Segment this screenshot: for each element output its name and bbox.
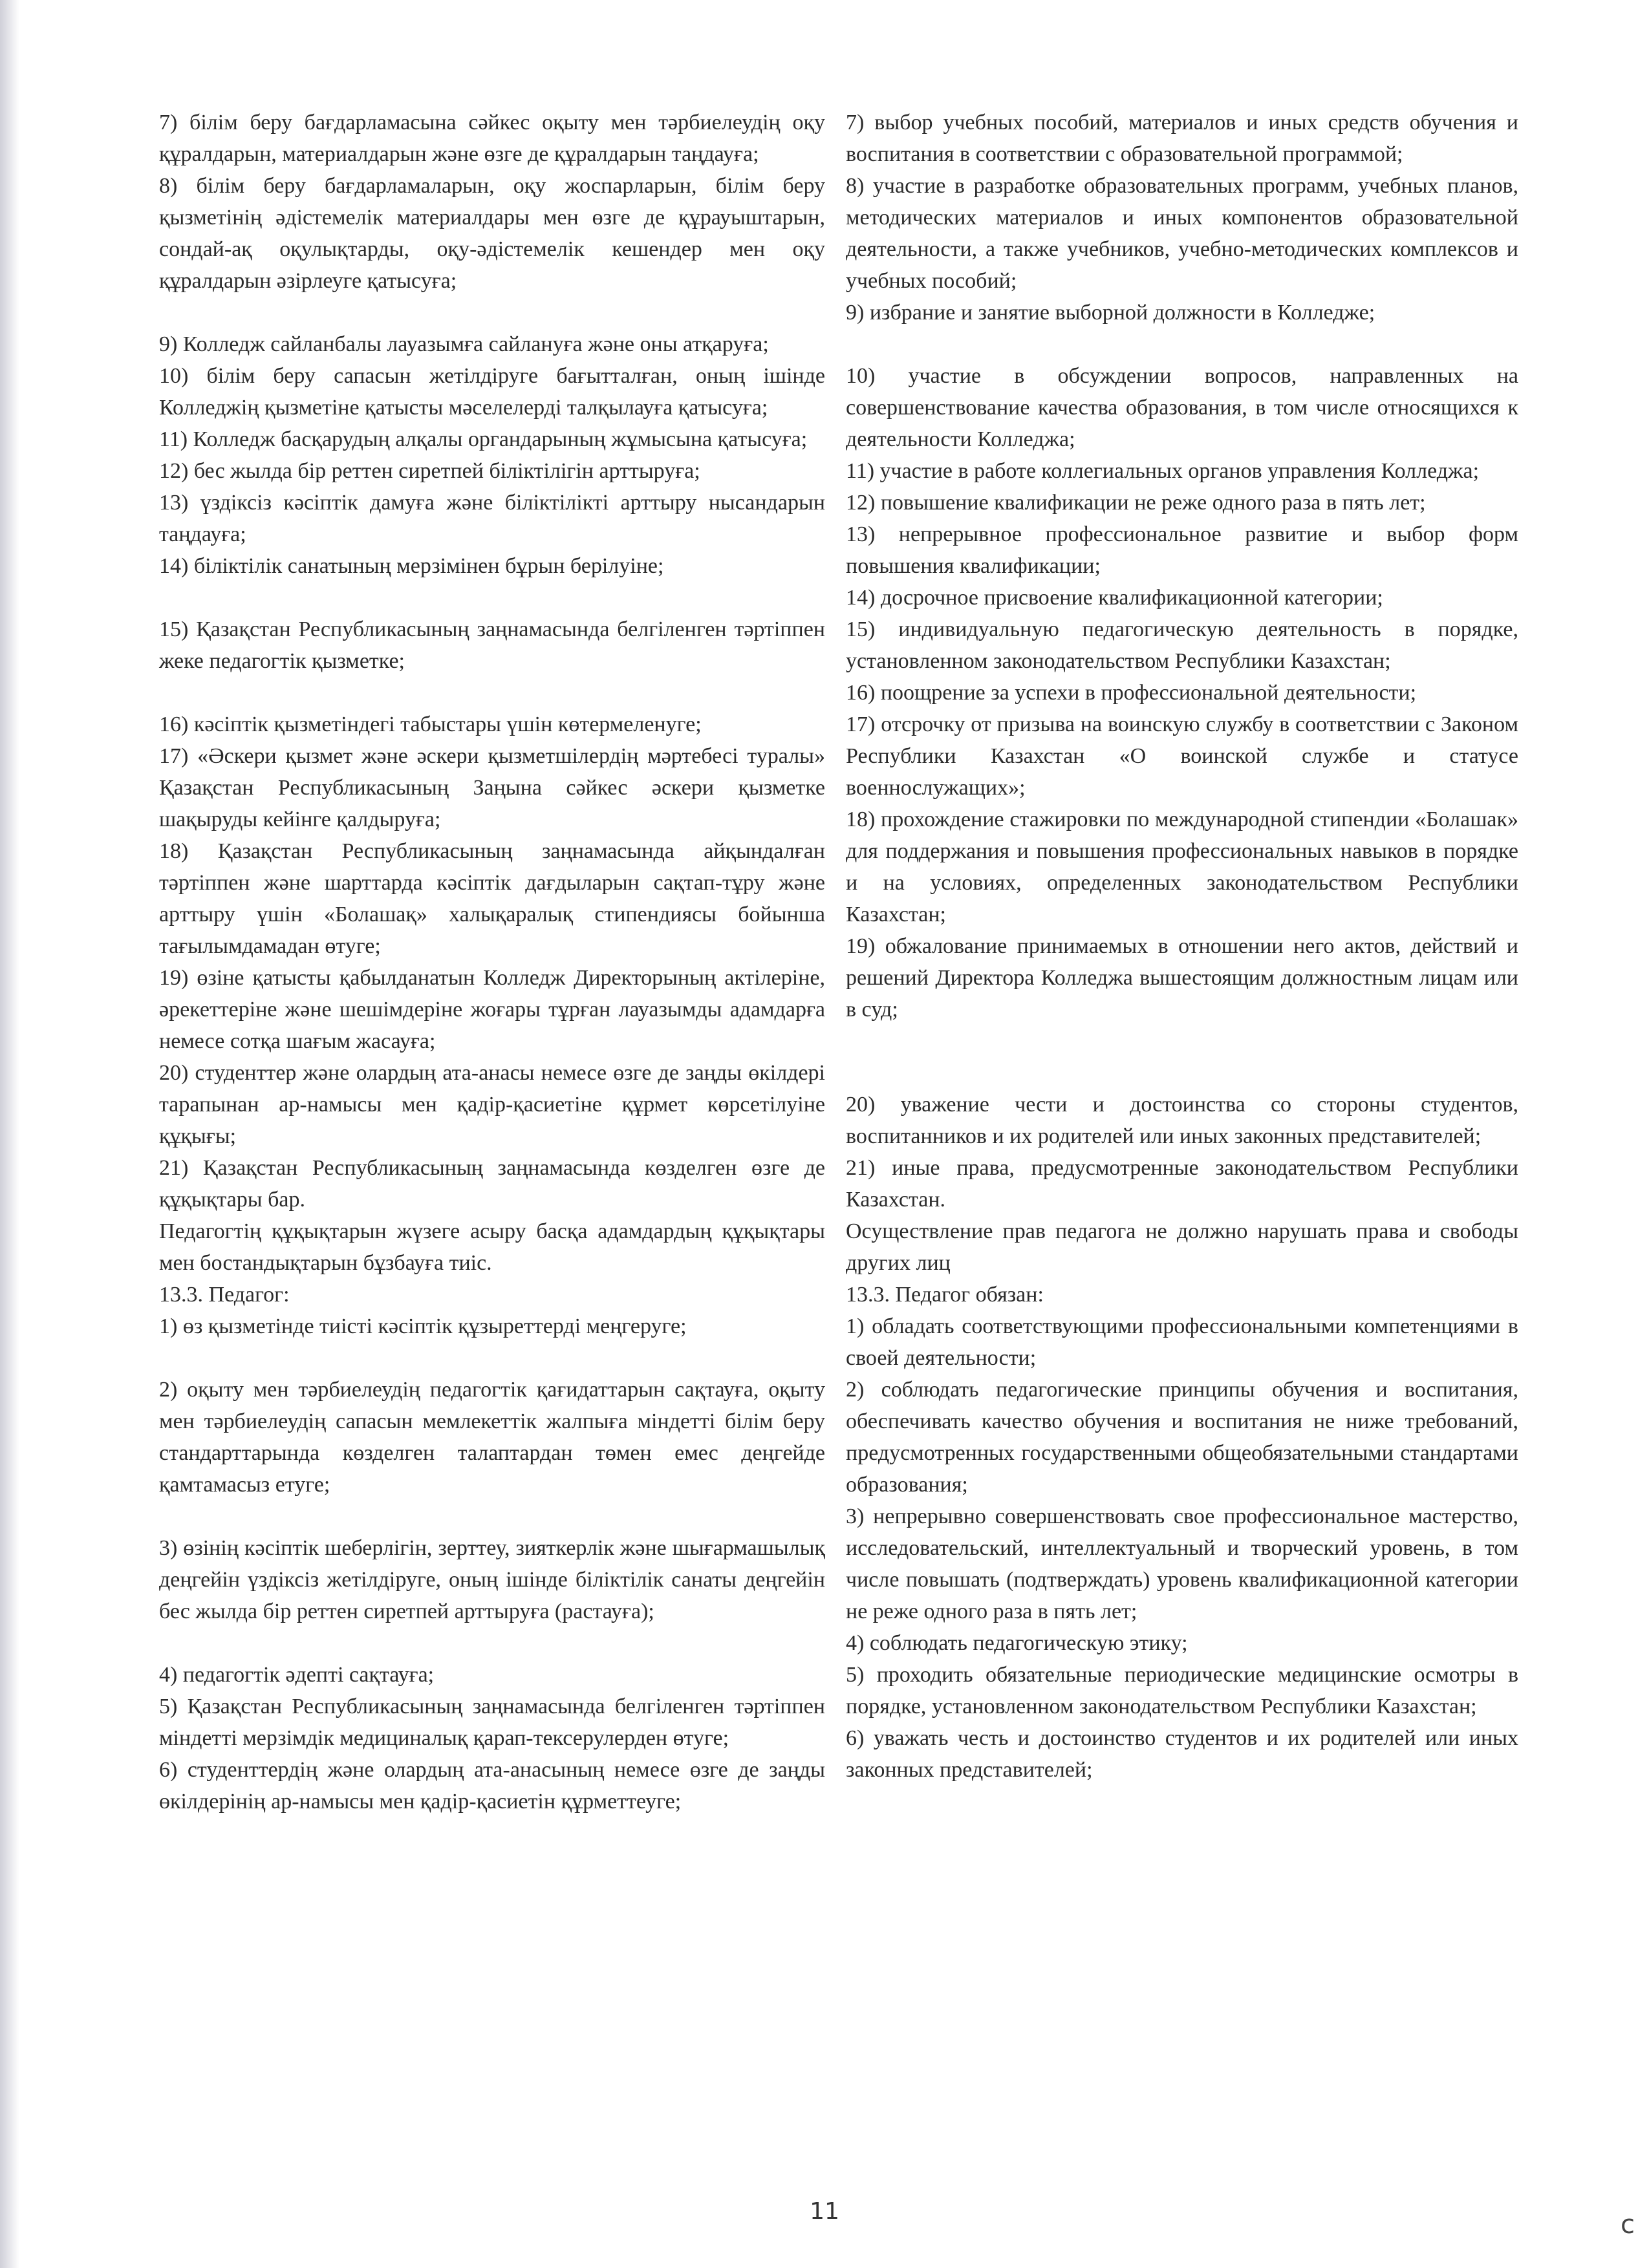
kazakh-column xyxy=(159,107,825,1817)
kz-item-8: 8) білім беру бағдарламаларын, оқу жоспарларын, білім беру қызметінің әдістемелік материалдары мен өзге де құрауыштарын, сондай-ақ оқулықтарды, оқу-әдістемелік кешендер мен оқу құралдарын әзірлеуге қатысуға; xyxy=(159,174,825,293)
kz-duty-5: 5) Қазақстан Республикасының заңнамасында белгіленген тәртіппен міндетті мерзімдік медициналық қарап-тексерулерден өтуге; xyxy=(159,1695,825,1750)
ru-item-20: 20) уважение чести и достоинства со стороны студентов, воспитанников и их родителей или иных законных представителей; xyxy=(846,1093,1518,1148)
kz-item-13: 13) үздіксіз кәсіптік дамуға және біліктілікті арттыру нысандарын таңдауға; xyxy=(159,491,825,546)
kz-item-17: 17) «Әскери қызмет және әскери қызметшілердің мәртебесі туралы» Қазақстан Республикасының Заңына сәйкес әскери қызметке шақыруды кейінге қалдыруға; xyxy=(159,744,825,831)
kz-item-19: 19) өзіне қатысты қабылданатын Колледж Директорының актілеріне, әрекеттеріне және шешімдеріне жоғары тұрған лауазымды адамдарға немесе сотқа шағым жасауға; xyxy=(159,966,825,1053)
kz-item-9: 9) Колледж сайланбалы лауазымға сайлануға және оны атқаруға; xyxy=(159,332,769,356)
kz-duty-3: 3) өзінің кәсіптік шеберлігін, зерттеу, зияткерлік және шығармашылық деңгейін үздіксіз жетілдіруге, оның ішінде біліктілік санаты деңгейін бес жылда бір реттен сиретпей арттыруға (растауға); xyxy=(159,1536,825,1623)
kz-item-16: 16) кәсіптік қызметіндегі табыстары үшін көтермеленуге; xyxy=(159,712,702,736)
scan-edge-shadow xyxy=(0,0,19,2268)
ru-duty-2: 2) соблюдать педагогические принципы обучения и воспитания, обеспечивать качество обучения и воспитания не ниже требований, предусмотренных государственными общеобязательными стандартами образования; xyxy=(846,1378,1518,1497)
ru-item-8: 8) участие в разработке образовательных программ, учебных планов, методических материалов и иных компонентов образовательной деятельности, а также учебников, учебно-методических комплексов и учебных пособий; xyxy=(846,174,1518,293)
ru-item-19: 19) обжалование принимаемых в отношении него актов, действий и решений Директора Колледжа вышестоящим должностным лицам или в суд; xyxy=(846,934,1518,1022)
ru-item-15: 15) индивидуальную педагогическую деятельность в порядке, установленном законодательством Республики Казахстан; xyxy=(846,617,1518,673)
ru-item-10: 10) участие в обсуждении вопросов, направленных на совершенствование качества образования, в том числе относящихся к деятельности Колледжа; xyxy=(846,364,1518,451)
kz-item-20: 20) студенттер және олардың ата-анасы немесе өзге де заңды өкілдері тарапынан ар-намысы мен қадір-қасиетіне құрмет көрсетілуіне құқығы; xyxy=(159,1061,825,1148)
ru-item-18: 18) прохождение стажировки по международной стипендии «Болашак» для поддержания и повышения профессиональных навыков в порядке и на условиях, определенных законодательством Республики Казахстан; xyxy=(846,808,1518,926)
kz-duty-2: 2) оқыту мен тәрбиелеудің педагогтік қағидаттарын сақтауға, оқыту мен тәрбиелеудің сапасын мемлекеттік жалпыға міндетті білім беру стандарттарында көзделген талаптардан төмен емес деңгейде қамтамасыз етуге; xyxy=(159,1378,825,1497)
ru-item-12: 12) повышение квалификации не реже одного раза в пять лет; xyxy=(846,491,1426,515)
kz-item-15: 15) Қазақстан Республикасының заңнамасында белгіленген тәртіппен жеке педагогтік қызметке; xyxy=(159,617,825,673)
ru-item-21: 21) иные права, предусмотренные законодательством Республики Казахстан. xyxy=(846,1156,1518,1212)
ru-item-14: 14) досрочное присвоение квалификационной категории; xyxy=(846,586,1383,610)
kz-duty-6: 6) студенттердің және олардың ата-анасының немесе өзге де заңды өкілдерінің ар-намысы мен қадір-қасиетін құрметтеуге; xyxy=(159,1758,825,1813)
page-number: 11 xyxy=(810,2198,839,2225)
kz-item-11: 11) Колледж басқарудың алқалы органдарының жұмысына қатысуға; xyxy=(159,427,808,451)
ru-item-11: 11) участие в работе коллегиальных органов управления Колледжа; xyxy=(846,459,1480,483)
ru-duty-6: 6) уважать честь и достоинство студентов и их родителей или иных законных представителей; xyxy=(846,1726,1518,1782)
ru-duty-5: 5) проходить обязательные периодические медицинские осмотры в порядке, установленном законодательством Республики Казахстан; xyxy=(846,1663,1518,1718)
ru-item-17: 17) отсрочку от призыва на воинскую службу в соответствии с Законом Республики Казахстан «О воинской службе и статусе военнослужащих»; xyxy=(846,712,1518,800)
corner-mark: c xyxy=(1621,2210,1635,2240)
russian-column xyxy=(846,107,1518,1786)
ru-item-9: 9) избрание и занятие выборной должности в Колледже; xyxy=(846,301,1375,325)
kz-duty-4: 4) педагогтік әдепті сақтауға; xyxy=(159,1663,435,1687)
ru-duty-1: 1) обладать соответствующими профессиональными компетенциями в своей деятельности; xyxy=(846,1314,1518,1370)
ru-item-7: 7) выбор учебных пособий, материалов и иных средств обучения и воспитания в соответствии с образовательной программой; xyxy=(846,111,1518,166)
ru-rights-note: Осуществление прав педагога не должно нарушать права и свободы других лиц xyxy=(846,1219,1518,1275)
kz-duty-1: 1) өз қызметінде тиісті кәсіптік құзыреттерді меңгеруге; xyxy=(159,1314,687,1338)
kz-item-7: 7) білім беру бағдарламасына сәйкес оқыту мен тәрбиелеудің оқу құралдарын, материалдарын және өзге де құралдарын таңдауға; xyxy=(159,111,825,166)
kz-rights-note: Педагогтің құқықтарын жүзеге асыру басқа адамдардың құқықтары мен бостандықтарын бұзбауға тиіс. xyxy=(159,1219,825,1275)
kz-section-heading: 13.3. Педагог: xyxy=(159,1283,290,1307)
kz-item-14: 14) біліктілік санатының мерзімінен бұрын берілуіне; xyxy=(159,554,664,578)
ru-item-13: 13) непрерывное профессиональное развитие и выбор форм повышения квалификации; xyxy=(846,522,1518,578)
ru-duty-4: 4) соблюдать педагогическую этику; xyxy=(846,1631,1188,1655)
ru-item-16: 16) поощрение за успехи в профессиональной деятельности; xyxy=(846,681,1417,705)
kz-item-21: 21) Қазақстан Республикасының заңнамасында көзделген өзге де құқықтары бар. xyxy=(159,1156,825,1212)
ru-duty-3: 3) непрерывно совершенствовать свое профессиональное мастерство, исследовательский, интеллектуальный и творческий уровень, в том числе повышать (подтверждать) уровень квалификационной категории не реже одного раза в пять лет; xyxy=(846,1504,1518,1623)
kz-item-10: 10) білім беру сапасын жетілдіруге бағытталған, оның ішінде Колледжің қызметіне қатысты мәселелерді талқылауға қатысуға; xyxy=(159,364,825,420)
kz-item-12: 12) бес жылда бір реттен сиретпей біліктілігін арттыруға; xyxy=(159,459,700,483)
kz-item-18: 18) Қазақстан Республикасының заңнамасында айқындалған тәртіппен және шарттарда кәсіптік дағдыларын сақтап-тұру және арттыру үшін «Болашақ» халықаралық стипендиясы бойынша тағылымдамадан өтуге; xyxy=(159,839,825,958)
ru-section-heading: 13.3. Педагог обязан: xyxy=(846,1283,1044,1307)
